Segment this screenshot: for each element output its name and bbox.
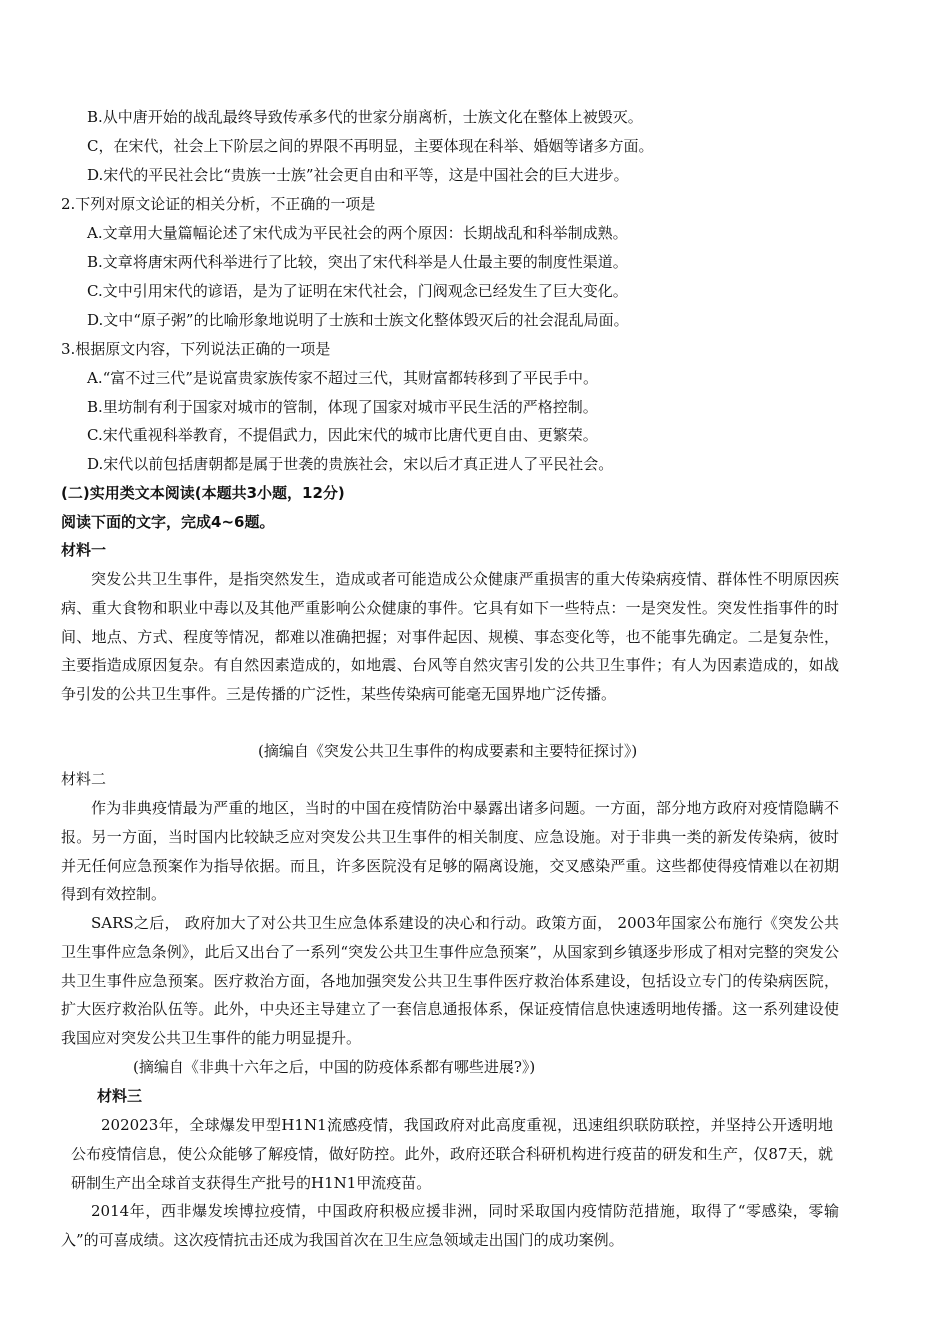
q3-option-b: B.里坊制有利于国家对城市的管制，体现了国家对城市平民生活的严格控制。 xyxy=(87,398,598,416)
material1-source: (摘编自《突发公共卫生事件的构成要素和主要特征探讨》) xyxy=(258,742,638,760)
material3-paragraph-1: 202023年，全球爆发甲型H1N1流感疫情，我国政府对此高度重视，迅速组织联防联控，并坚持公开透明地公布疫情信息，使公众能够了解疫情，做好防控。此外，政府还联合科研机构进行疫苗的研发和生产，仅87天，就研制生产出全球首支获得生产批号的H1N1甲流疫苗。 xyxy=(71,1116,833,1192)
material1-paragraph: 突发公共卫生事件，是指突然发生，造成或者可能造成公众健康严重损害的重大传染病疫情、群体性不明原因疾病、重大食物和职业中毒以及其他严重影响公众健康的事件。它具有如下一些特点：一是突发性。突发性指事件的时间、地点、方式、程度等情况，都难以准确把握；对事件起因、规模、事态变化等，也不能事先确定。二是复杂性，主要指造成原因复杂。有自然因素造成的，如地震、台风等自然灾害引发的公共卫生事件；有人为因素造成的，如战争引发的公共卫生事件。三是传播的广泛性，某些传染病可能毫无国界地广泛传播。 xyxy=(61,570,839,704)
material1-title: 材料一 xyxy=(61,541,107,559)
material2-title: 材料二 xyxy=(61,770,107,788)
q2-option-a: A.文章用大量篇幅论述了宋代成为平民社会的两个原因：长期战乱和科举制成熟。 xyxy=(87,224,628,242)
material3-title: 材料三 xyxy=(97,1087,143,1105)
section2-heading: (二)实用类文本阅读(本题共3小题，12分) xyxy=(61,484,345,502)
material3-paragraph-2: 2014年，西非爆发埃博拉疫情，中国政府积极应援非洲，同时采取国内疫情防范措施，取得了“零感染，零输入”的可喜成绩。这次疫情抗击还成为我国首次在卫生应急领域走出国门的成功案例。 xyxy=(61,1202,839,1249)
q2-option-d: D.文中“原子粥”的比喻形象地说明了士族和士族文化整体毁灭后的社会混乱局面。 xyxy=(87,311,629,329)
q3-stem: 3.根据原文内容，下列说法正确的一项是 xyxy=(61,340,331,358)
q2-option-c: C.文中引用宋代的谚语，是为了证明在宋代社会，门阀观念已经发生了巨大变化。 xyxy=(87,282,628,300)
material2-paragraph-1: 作为非典疫情最为严重的地区，当时的中国在疫情防治中暴露出诸多问题。一方面，部分地方政府对疫情隐瞒不报。另一方面，当时国内比较缺乏应对突发公共卫生事件的相关制度、应急设施。对于非典一类的新发传染病，彼时并无任何应急预案作为指导依据。而且，许多医院没有足够的隔离设施，交叉感染严重。这些都使得疫情难以在初期得到有效控制。 xyxy=(61,799,839,904)
q3-option-a: A.“富不过三代”是说富贵家族传家不超过三代，其财富都转移到了平民手中。 xyxy=(87,369,598,387)
q1-option-b: B.从中唐开始的战乱最终导致传承多代的世家分崩离析，士族文化在整体上被毁灭。 xyxy=(87,108,643,126)
material2-paragraph-2: SARS之后， 政府加大了对公共卫生应急体系建设的决心和行动。政策方面， 2003年国家公布施行《突发公共卫生事件应急条例》，此后又出台了一系列“突发公共卫生事件应急预案”，从国家到乡镇逐步形成了相对完整的突发公共卫生事件应急预案。医疗救治方面，各地加强突发公共卫生事件医疗救治体系建设，包括设立专门的传染病医院，扩大医疗救治队伍等。此外，中央还主导建立了一套信息通报体系，保证疫情信息快速透明地传播。这一系列建设使我国应对突发公共卫生事件的能力明显提升。 xyxy=(61,914,839,1048)
q1-option-c: C，在宋代，社会上下阶层之间的界限不再明显，主要体现在科举、婚姻等诸多方面。 xyxy=(87,137,654,155)
material2-source: (摘编自《非典十六年之后，中国的防疫体系都有哪些进展?》) xyxy=(133,1058,536,1076)
q2-option-b: B.文章将唐宋两代科举进行了比较，突出了宋代科举是人仕最主要的制度性渠道。 xyxy=(87,253,628,271)
q2-stem: 2.下列对原文论证的相关分析，不正确的一项是 xyxy=(61,195,376,213)
q3-option-c: C.宋代重视科举教育，不提倡武力，因此宋代的城市比唐代更自由、更繁荣。 xyxy=(87,426,598,444)
q3-option-d: D.宋代以前包括唐朝都是属于世袭的贵族社会，宋以后才真正进人了平民社会。 xyxy=(87,455,614,473)
q1-option-d: D.宋代的平民社会比“贵族一士族”社会更自由和平等，这是中国社会的巨大进步。 xyxy=(87,166,629,184)
section2-instruction: 阅读下面的文字，完成4~6题。 xyxy=(61,513,275,531)
